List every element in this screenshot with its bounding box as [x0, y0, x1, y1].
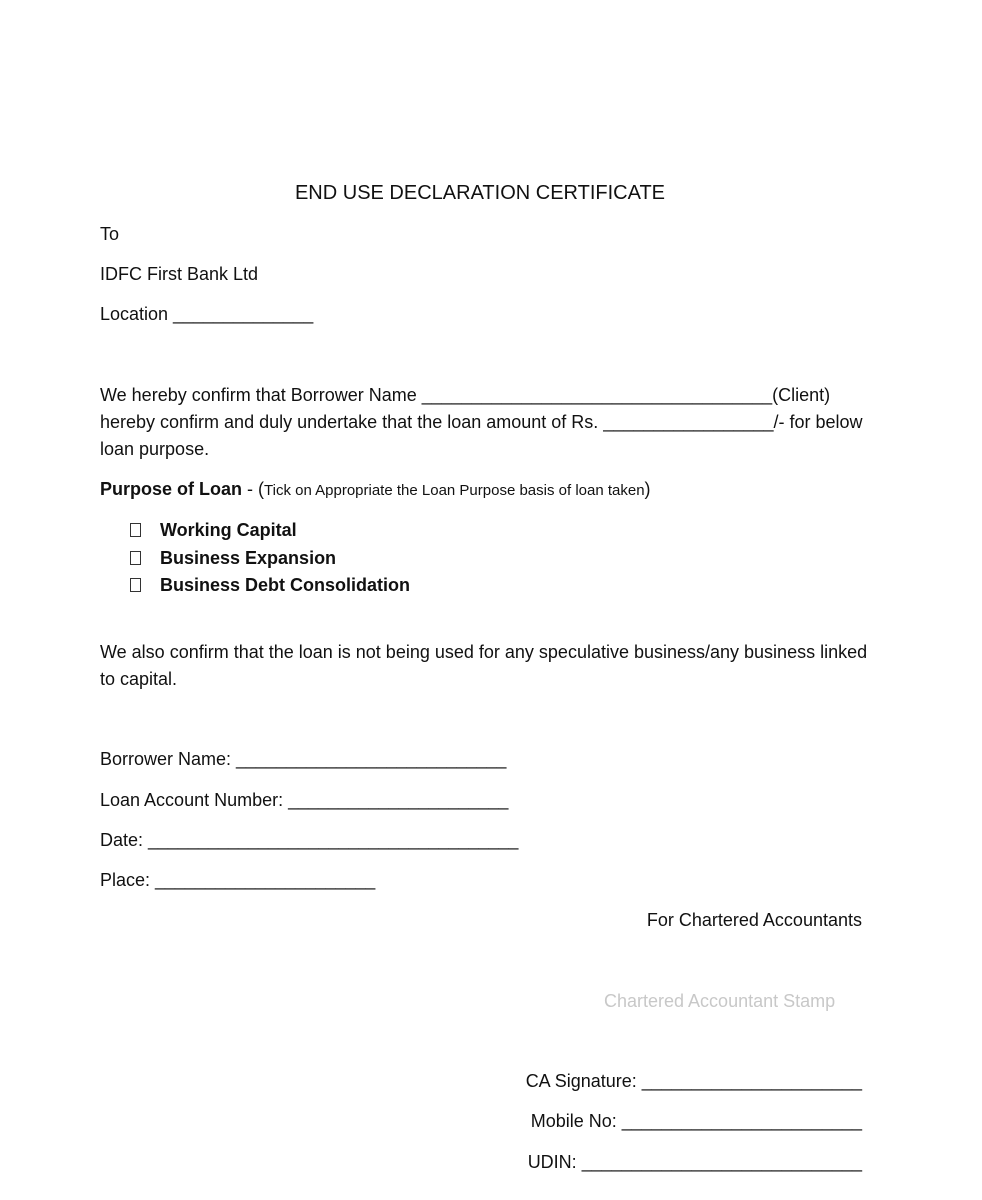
loan-account-field: Loan Account Number: ______________________ [100, 790, 509, 810]
speculative-paragraph: We also confirm that the loan is not being used for any speculative business/any business linked to capital. [100, 642, 868, 689]
confirmation-paragraph: We hereby confirm that Borrower Name ___________________________________(Client) hereby confirm and duly undertake that the loan amount of Rs. _________________/- for below loan purpose. [100, 385, 863, 459]
purpose-instruction: Tick on Appropriate the Loan Purpose basis of loan taken [264, 482, 645, 499]
udin-field: UDIN: ____________________________ [527, 1152, 862, 1172]
purpose-close: ) [644, 479, 651, 499]
addressee-bank: IDFC First Bank Ltd [100, 264, 259, 284]
ca-stamp-placeholder: Chartered Accountant Stamp [604, 991, 836, 1011]
addressee-to: To [100, 224, 120, 244]
place-field: Place: ______________________ [100, 870, 376, 890]
option-label-working-capital: Working Capital [160, 520, 297, 540]
option-label-business-expansion: Business Expansion [160, 548, 337, 568]
option-label-debt-consolidation: Business Debt Consolidation [160, 575, 411, 595]
ca-signature-field: CA Signature: ______________________ [525, 1071, 862, 1091]
date-field: Date: _____________________________________ [100, 830, 519, 850]
document-title: END USE DECLARATION CERTIFICATE [294, 182, 666, 204]
checkbox-business-expansion[interactable] [130, 551, 141, 565]
purpose-separator: - ( [242, 479, 265, 499]
purpose-line [100, 476, 651, 504]
borrower-name-field: Borrower Name: ___________________________ [100, 749, 507, 769]
purpose-heading: Purpose of Loan [100, 479, 243, 499]
for-chartered-accountants: For Chartered Accountants [646, 910, 862, 930]
addressee-location: Location ______________ [100, 304, 314, 324]
mobile-number-field: Mobile No: ________________________ [530, 1111, 862, 1131]
checkbox-working-capital[interactable] [130, 523, 141, 537]
checkbox-debt-consolidation[interactable] [130, 578, 141, 592]
